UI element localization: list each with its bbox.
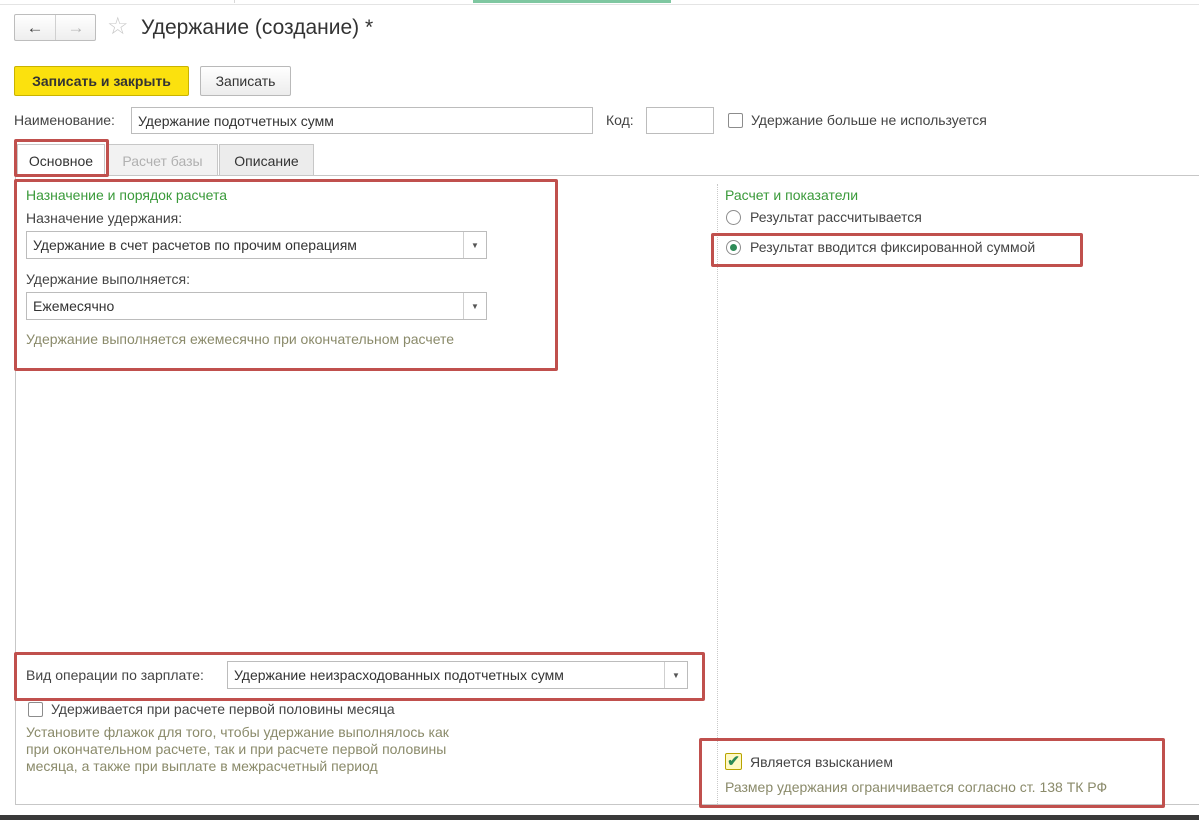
operation-type-label: Вид операции по зарплате: (26, 667, 204, 683)
tab-main[interactable]: Основное (17, 144, 105, 176)
radio-result-fixed-label: Результат вводится фиксированной суммой (750, 239, 1036, 255)
not-used-label: Удержание больше не используется (751, 112, 987, 128)
highlight-operation-type (14, 652, 705, 701)
radio-result-calculated-label: Результат рассчитывается (750, 209, 922, 225)
first-half-hint: Установите флажок для того, чтобы удержание выполнялось как при окончательном расчете, так и при расчете первой половины месяца, а также при выплате в межрасчетный период (26, 724, 449, 774)
schedule-hint: Удержание выполняется ежемесячно при окончательном расчете (26, 331, 455, 347)
window-bottom-edge (0, 815, 1199, 820)
tab-base-calculation: Расчет базы (107, 144, 218, 176)
recovery-label: Является взысканием (750, 754, 893, 770)
chevron-down-icon[interactable]: ▼ (664, 662, 687, 688)
purpose-group-title: Назначение и порядок расчета (26, 187, 228, 203)
save-and-close-button[interactable]: Записать и закрыть (14, 66, 189, 96)
back-button[interactable] (15, 15, 56, 40)
chevron-down-icon[interactable]: ▼ (463, 232, 486, 258)
name-label: Наименование: (14, 112, 115, 128)
tab-panel-top-border (15, 175, 1199, 176)
tab-description[interactable]: Описание (219, 144, 314, 176)
active-window-tab-indicator (473, 0, 671, 3)
save-button[interactable]: Записать (200, 66, 291, 96)
purpose-select-value: Удержание в счет расчетов по прочим операциям (33, 237, 357, 253)
highlight-fixed-sum-radio (711, 233, 1083, 267)
purpose-label: Назначение удержания: (26, 210, 183, 226)
highlight-tab-main (14, 139, 109, 177)
operation-type-select-value: Удержание неизрасходованных подотчетных сумм (234, 667, 564, 683)
arrow-right-icon: → (67, 17, 85, 37)
highlight-recovery (699, 738, 1165, 808)
schedule-select-value: Ежемесячно (33, 298, 115, 314)
not-used-checkbox[interactable] (728, 113, 743, 128)
check-icon: ✔ (727, 753, 740, 770)
chevron-down-icon[interactable]: ▼ (463, 293, 486, 319)
name-input[interactable]: Удержание подотчетных сумм (131, 107, 593, 134)
radio-result-calculated[interactable] (726, 210, 741, 225)
first-half-checkbox[interactable] (28, 702, 43, 717)
column-divider (717, 184, 718, 804)
code-label: Код: (606, 112, 634, 128)
star-icon[interactable]: ☆ (107, 13, 129, 40)
forward-button[interactable] (56, 15, 96, 40)
code-input[interactable] (646, 107, 714, 134)
page-title: Удержание (создание) * (141, 16, 374, 39)
calculation-group-title: Расчет и показатели (725, 187, 859, 203)
schedule-label: Удержание выполняется: (26, 271, 191, 287)
tab-strip-divider (234, 0, 235, 3)
navigation-group (14, 14, 96, 41)
first-half-label: Удерживается при расчете первой половины месяца (51, 701, 395, 717)
arrow-left-icon: ← (26, 17, 44, 37)
recovery-hint: Размер удержания ограничивается согласно ст. 138 ТК РФ (725, 779, 1108, 795)
highlight-purpose-group (14, 179, 558, 371)
